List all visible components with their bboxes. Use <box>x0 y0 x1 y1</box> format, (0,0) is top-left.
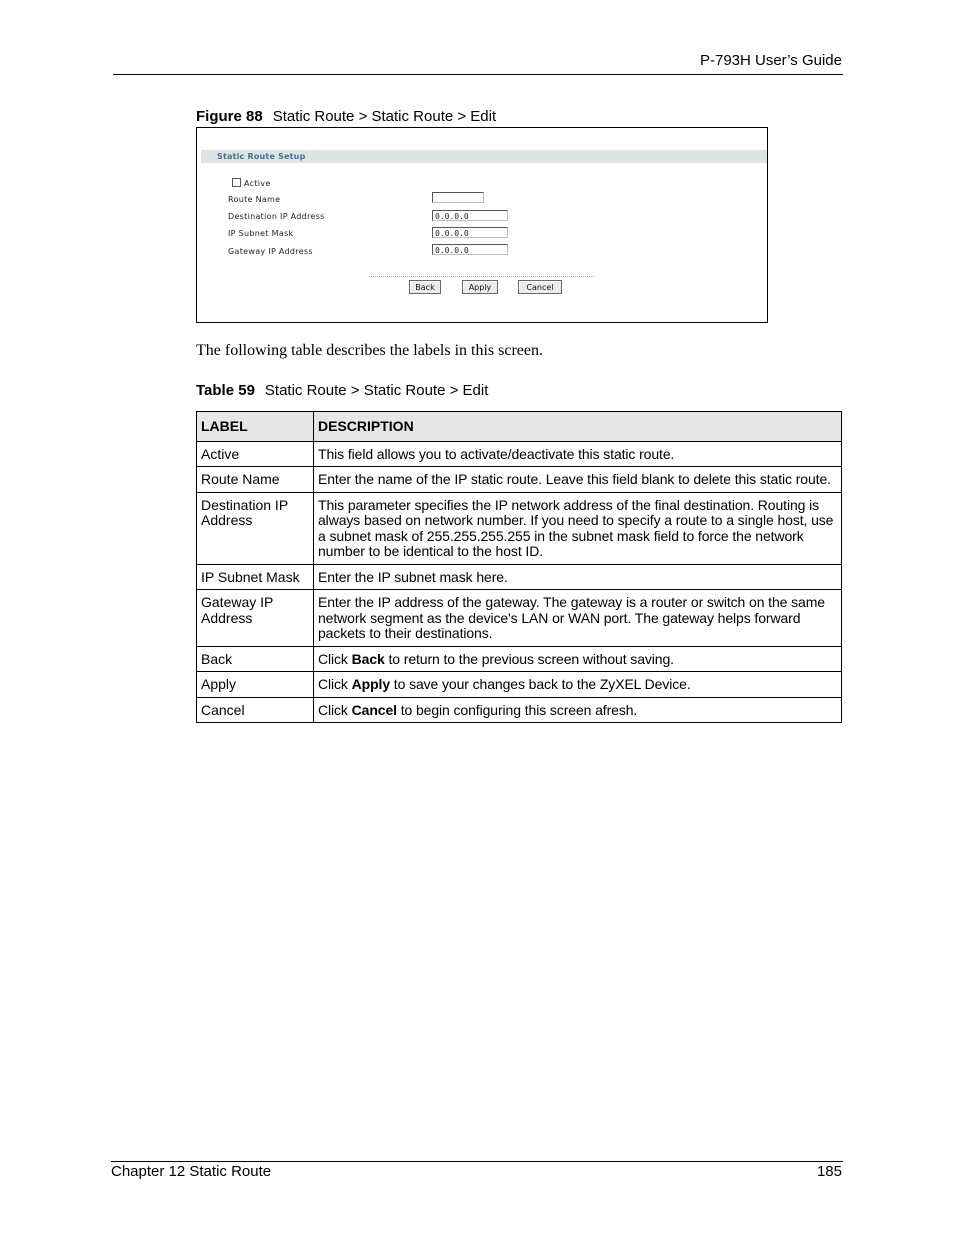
figure-title: Static Route > Static Route > Edit <box>272 108 497 125</box>
figure-label: Figure 88 <box>196 108 263 125</box>
desc-bold: Back <box>351 650 385 667</box>
subnet-mask-input[interactable]: 0.0.0.0 <box>432 227 508 238</box>
row-description <box>314 646 842 672</box>
column-header-label: LABEL <box>197 412 314 442</box>
table-row <box>197 492 842 564</box>
dotted-divider <box>369 276 594 277</box>
row-label: Route Name <box>197 467 314 493</box>
table-row <box>197 590 842 647</box>
table-row <box>197 564 842 590</box>
table-label: Table 59 <box>196 382 255 399</box>
table-row <box>197 467 842 493</box>
page-header <box>113 52 843 75</box>
gateway-ip-label: Gateway IP Address <box>228 247 313 256</box>
active-checkbox[interactable] <box>232 178 241 187</box>
row-description <box>314 697 842 723</box>
row-description: This field allows you to activate/deactivate this static route. <box>314 441 842 467</box>
row-description: Enter the name of the IP static route. Leave this field blank to delete this static route. <box>314 467 842 493</box>
gateway-ip-input[interactable]: 0.0.0.0 <box>432 244 508 255</box>
figure-caption <box>196 108 496 125</box>
chapter-title: Chapter 12 Static Route <box>111 1163 272 1180</box>
back-button[interactable]: Back <box>409 280 441 294</box>
desc-text: to save your changes back to the ZyXEL Device. <box>390 676 691 692</box>
row-description: Enter the IP subnet mask here. <box>314 564 842 590</box>
table-row <box>197 646 842 672</box>
section-title: Static Route Setup <box>217 152 306 161</box>
intro-paragraph: The following table describes the labels in this screen. <box>196 342 544 359</box>
active-label: Active <box>244 179 271 188</box>
row-label: Destination IP Address <box>197 492 314 564</box>
row-description: Enter the IP address of the gateway. The gateway is a router or switch on the same network segment as the device's LAN or WAN port. The gateway helps forward packets to their destinations. <box>314 590 842 647</box>
row-label: Apply <box>197 672 314 698</box>
table-row <box>197 697 842 723</box>
label-description-table <box>196 411 842 723</box>
guide-title: P-793H User’s Guide <box>699 52 842 69</box>
row-label: Gateway IP Address <box>197 590 314 647</box>
desc-text: Click <box>318 676 352 692</box>
table-title: Static Route > Static Route > Edit <box>264 382 489 399</box>
apply-button[interactable]: Apply <box>462 280 498 294</box>
subnet-mask-label: IP Subnet Mask <box>228 229 294 238</box>
row-label: Back <box>197 646 314 672</box>
desc-text: Click <box>318 650 352 667</box>
row-label: Cancel <box>197 697 314 723</box>
page-number: 185 <box>816 1163 842 1180</box>
table-row <box>197 441 842 467</box>
desc-text: to begin configuring this screen afresh. <box>396 701 638 718</box>
table-header-row <box>197 412 842 442</box>
route-name-input[interactable] <box>432 192 484 203</box>
row-label: Active <box>197 441 314 467</box>
page-footer <box>111 1161 843 1180</box>
row-description <box>314 672 842 698</box>
column-header-description: DESCRIPTION <box>314 412 842 442</box>
destination-ip-label: Destination IP Address <box>228 212 325 221</box>
desc-bold: Apply <box>351 676 391 692</box>
desc-text: to return to the previous screen without saving. <box>384 650 674 667</box>
row-description: This parameter specifies the IP network address of the final destination. Routing is always based on network number. If you need to specify a route to a single host, use a subnet mask of 255.255.255.255 in the subnet mask field to force the network number to be identical to the host ID. <box>314 492 842 564</box>
desc-bold: Cancel <box>351 701 397 718</box>
cancel-button[interactable]: Cancel <box>518 280 562 294</box>
desc-text: Click <box>318 701 352 718</box>
route-name-label: Route Name <box>228 195 281 204</box>
table-row <box>197 672 842 698</box>
screenshot-static-route-edit <box>196 127 768 323</box>
table-caption <box>196 382 488 399</box>
row-label: IP Subnet Mask <box>197 564 314 590</box>
destination-ip-input[interactable]: 0.0.0.0 <box>432 210 508 221</box>
